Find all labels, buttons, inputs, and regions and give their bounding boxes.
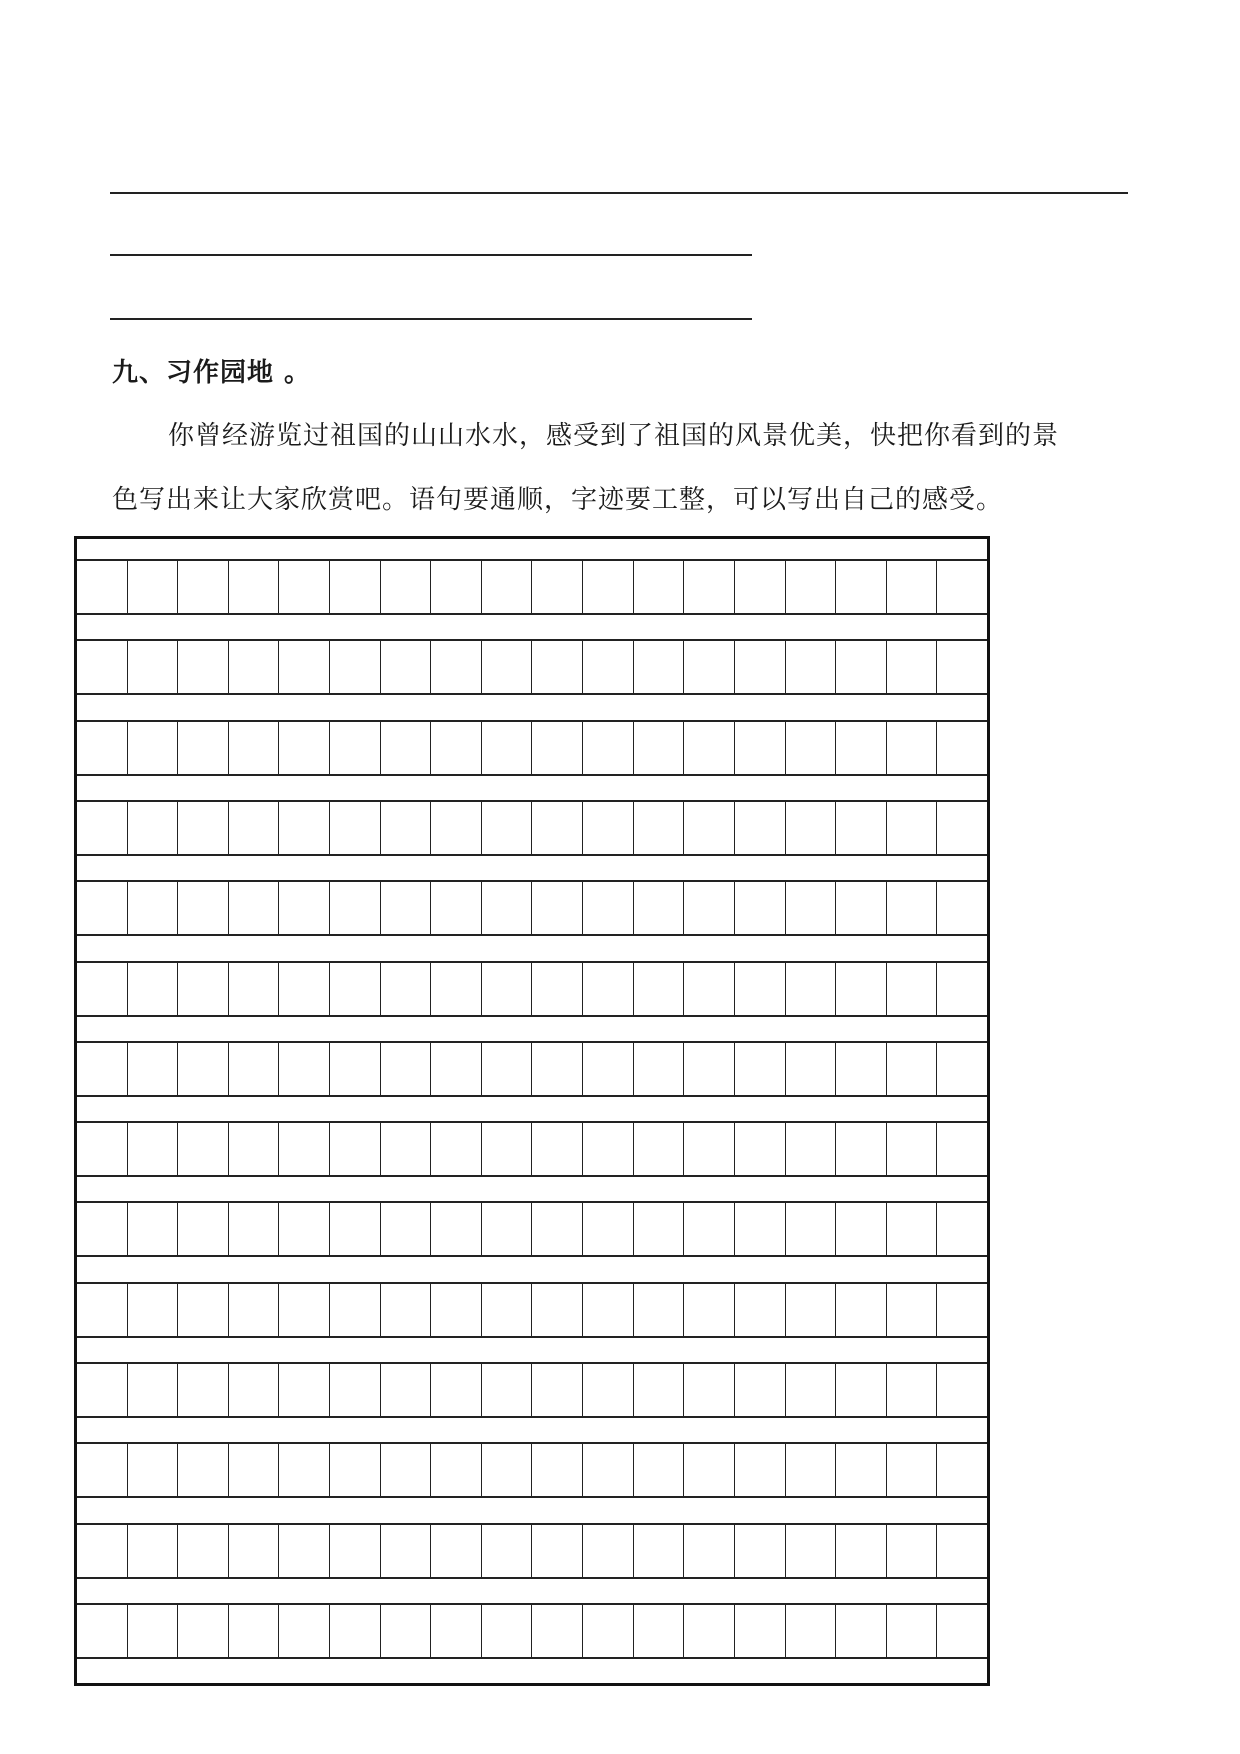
grid-cell[interactable] bbox=[481, 1525, 532, 1577]
grid-cell[interactable] bbox=[835, 963, 886, 1015]
grid-cell[interactable] bbox=[734, 1444, 785, 1496]
grid-cell[interactable] bbox=[278, 802, 329, 854]
prompt-line-2: 色写出来让大家欣赏吧。语句要通顺，字迹要工整，可以写出自己的感受。 bbox=[112, 485, 1004, 515]
answer-line-short-1[interactable] bbox=[110, 254, 752, 256]
grid-cell[interactable] bbox=[481, 722, 532, 774]
grid-cell[interactable] bbox=[734, 641, 785, 693]
grid-cell[interactable] bbox=[734, 722, 785, 774]
grid-cell[interactable] bbox=[228, 1043, 279, 1095]
grid-cell[interactable] bbox=[127, 561, 178, 613]
grid-cell[interactable] bbox=[77, 1525, 127, 1577]
grid-cell[interactable] bbox=[380, 1203, 431, 1255]
grid-cell[interactable] bbox=[936, 1123, 987, 1175]
grid-cell[interactable] bbox=[481, 882, 532, 934]
grid-cell[interactable] bbox=[582, 963, 633, 1015]
grid-cell[interactable] bbox=[430, 1525, 481, 1577]
grid-row bbox=[77, 1523, 987, 1579]
grid-cell[interactable] bbox=[582, 722, 633, 774]
grid-cell[interactable] bbox=[177, 1284, 228, 1336]
grid-cell[interactable] bbox=[683, 1203, 734, 1255]
grid-cell[interactable] bbox=[633, 722, 684, 774]
grid-row bbox=[77, 639, 987, 695]
grid-cell[interactable] bbox=[228, 561, 279, 613]
grid-cell[interactable] bbox=[77, 722, 127, 774]
grid-cell[interactable] bbox=[633, 641, 684, 693]
grid-cell[interactable] bbox=[835, 882, 886, 934]
grid-cell[interactable] bbox=[481, 641, 532, 693]
grid-cell[interactable] bbox=[481, 561, 532, 613]
grid-cell[interactable] bbox=[278, 1123, 329, 1175]
grid-cell[interactable] bbox=[886, 1284, 937, 1336]
grid-cell[interactable] bbox=[127, 1284, 178, 1336]
grid-cell[interactable] bbox=[430, 1043, 481, 1095]
grid-cell[interactable] bbox=[228, 1364, 279, 1416]
grid-cell[interactable] bbox=[835, 1284, 886, 1336]
grid-cell[interactable] bbox=[481, 1043, 532, 1095]
grid-cell[interactable] bbox=[582, 1043, 633, 1095]
grid-cell[interactable] bbox=[380, 722, 431, 774]
grid-row bbox=[77, 1282, 987, 1338]
grid-cell[interactable] bbox=[481, 963, 532, 1015]
grid-cell[interactable] bbox=[481, 1444, 532, 1496]
grid-cell[interactable] bbox=[430, 1203, 481, 1255]
grid-cell[interactable] bbox=[785, 1203, 836, 1255]
grid-cell[interactable] bbox=[329, 1525, 380, 1577]
grid-cell[interactable] bbox=[228, 1444, 279, 1496]
grid-cell[interactable] bbox=[633, 561, 684, 613]
grid-cell[interactable] bbox=[886, 561, 937, 613]
grid-cell[interactable] bbox=[177, 882, 228, 934]
grid-cell[interactable] bbox=[380, 1444, 431, 1496]
grid-cell[interactable] bbox=[531, 561, 582, 613]
grid-cell[interactable] bbox=[177, 1043, 228, 1095]
grid-cell[interactable] bbox=[77, 1364, 127, 1416]
grid-cell[interactable] bbox=[582, 1525, 633, 1577]
grid-cell[interactable] bbox=[380, 1123, 431, 1175]
grid-cell[interactable] bbox=[936, 1203, 987, 1255]
grid-cell[interactable] bbox=[734, 1043, 785, 1095]
grid-cell[interactable] bbox=[683, 1605, 734, 1657]
grid-cell[interactable] bbox=[329, 963, 380, 1015]
grid-cell[interactable] bbox=[481, 802, 532, 854]
grid-cell[interactable] bbox=[329, 1043, 380, 1095]
grid-cell[interactable] bbox=[127, 882, 178, 934]
grid-cell[interactable] bbox=[228, 1123, 279, 1175]
grid-cell[interactable] bbox=[127, 1043, 178, 1095]
grid-cell[interactable] bbox=[886, 1364, 937, 1416]
grid-cell[interactable] bbox=[835, 1364, 886, 1416]
grid-cell[interactable] bbox=[228, 722, 279, 774]
grid-cell[interactable] bbox=[886, 1605, 937, 1657]
grid-cell[interactable] bbox=[380, 963, 431, 1015]
grid-cell[interactable] bbox=[380, 1284, 431, 1336]
grid-cell[interactable] bbox=[936, 802, 987, 854]
grid-cell[interactable] bbox=[582, 1284, 633, 1336]
grid-cell[interactable] bbox=[380, 561, 431, 613]
grid-cell[interactable] bbox=[278, 1203, 329, 1255]
grid-bottom-rule bbox=[77, 1657, 987, 1659]
grid-cell[interactable] bbox=[785, 1605, 836, 1657]
grid-cell[interactable] bbox=[329, 1123, 380, 1175]
grid-cell[interactable] bbox=[127, 722, 178, 774]
grid-cell[interactable] bbox=[835, 1444, 886, 1496]
grid-cell[interactable] bbox=[430, 963, 481, 1015]
grid-cell[interactable] bbox=[633, 1123, 684, 1175]
grid-cell[interactable] bbox=[683, 561, 734, 613]
grid-cell[interactable] bbox=[228, 963, 279, 1015]
grid-cell[interactable] bbox=[835, 1043, 886, 1095]
grid-cell[interactable] bbox=[77, 1605, 127, 1657]
grid-row bbox=[77, 961, 987, 1017]
grid-cell[interactable] bbox=[228, 1525, 279, 1577]
grid-cell[interactable] bbox=[127, 1605, 178, 1657]
grid-cell[interactable] bbox=[886, 722, 937, 774]
grid-cell[interactable] bbox=[785, 722, 836, 774]
grid-cell[interactable] bbox=[177, 561, 228, 613]
grid-cell[interactable] bbox=[329, 641, 380, 693]
grid-cell[interactable] bbox=[734, 1123, 785, 1175]
grid-cell[interactable] bbox=[785, 561, 836, 613]
grid-cell[interactable] bbox=[430, 722, 481, 774]
grid-cell[interactable] bbox=[835, 802, 886, 854]
grid-cell[interactable] bbox=[683, 963, 734, 1015]
answer-line-full[interactable] bbox=[110, 192, 1128, 194]
grid-cell[interactable] bbox=[683, 1043, 734, 1095]
grid-cell[interactable] bbox=[127, 641, 178, 693]
grid-cell[interactable] bbox=[329, 1203, 380, 1255]
grid-cell[interactable] bbox=[936, 963, 987, 1015]
grid-cell[interactable] bbox=[633, 1203, 684, 1255]
grid-row bbox=[77, 1442, 987, 1498]
grid-cell[interactable] bbox=[278, 1525, 329, 1577]
grid-cell[interactable] bbox=[582, 641, 633, 693]
grid-cell[interactable] bbox=[683, 1525, 734, 1577]
grid-cell[interactable] bbox=[531, 1043, 582, 1095]
grid-cell[interactable] bbox=[77, 882, 127, 934]
grid-cell[interactable] bbox=[329, 722, 380, 774]
grid-cell[interactable] bbox=[734, 1605, 785, 1657]
grid-cell[interactable] bbox=[936, 1284, 987, 1336]
grid-cell[interactable] bbox=[582, 1364, 633, 1416]
section-title: 九、习作园地 。 bbox=[112, 358, 312, 388]
grid-cell[interactable] bbox=[734, 802, 785, 854]
grid-cell[interactable] bbox=[886, 963, 937, 1015]
grid-cell[interactable] bbox=[481, 1605, 532, 1657]
grid-cell[interactable] bbox=[127, 963, 178, 1015]
grid-cell[interactable] bbox=[430, 561, 481, 613]
grid-cell[interactable] bbox=[278, 1284, 329, 1336]
grid-cell[interactable] bbox=[785, 802, 836, 854]
grid-cell[interactable] bbox=[936, 1444, 987, 1496]
grid-cell[interactable] bbox=[835, 1123, 886, 1175]
grid-cell[interactable] bbox=[886, 1043, 937, 1095]
grid-cell[interactable] bbox=[329, 1364, 380, 1416]
grid-cell[interactable] bbox=[329, 1605, 380, 1657]
grid-cell[interactable] bbox=[127, 1364, 178, 1416]
grid-cell[interactable] bbox=[77, 641, 127, 693]
grid-row bbox=[77, 880, 987, 936]
grid-cell[interactable] bbox=[531, 1525, 582, 1577]
grid-cell[interactable] bbox=[936, 722, 987, 774]
grid-cell[interactable] bbox=[380, 1525, 431, 1577]
grid-cell[interactable] bbox=[127, 1203, 178, 1255]
grid-cell[interactable] bbox=[177, 1364, 228, 1416]
grid-cell[interactable] bbox=[481, 1203, 532, 1255]
grid-cell[interactable] bbox=[228, 882, 279, 934]
grid-cell[interactable] bbox=[430, 802, 481, 854]
grid-cell[interactable] bbox=[785, 1444, 836, 1496]
grid-cell[interactable] bbox=[531, 1203, 582, 1255]
grid-cell[interactable] bbox=[177, 963, 228, 1015]
prompt-line-1: 你曾经游览过祖国的山山水水，感受到了祖国的风景优美，快把你看到的景 bbox=[168, 421, 1060, 451]
grid-cell[interactable] bbox=[127, 1123, 178, 1175]
grid-cell[interactable] bbox=[835, 1203, 886, 1255]
grid-cell[interactable] bbox=[177, 1444, 228, 1496]
grid-cell[interactable] bbox=[633, 1364, 684, 1416]
grid-cell[interactable] bbox=[683, 802, 734, 854]
grid-cell[interactable] bbox=[936, 1364, 987, 1416]
grid-cell[interactable] bbox=[380, 1605, 431, 1657]
grid-cell[interactable] bbox=[683, 722, 734, 774]
grid-row bbox=[77, 1041, 987, 1097]
grid-cell[interactable] bbox=[228, 1284, 279, 1336]
grid-cell[interactable] bbox=[936, 882, 987, 934]
grid-cell[interactable] bbox=[329, 561, 380, 613]
grid-cell[interactable] bbox=[430, 1123, 481, 1175]
grid-cell[interactable] bbox=[582, 1605, 633, 1657]
grid-cell[interactable] bbox=[531, 1605, 582, 1657]
grid-cell[interactable] bbox=[278, 1364, 329, 1416]
grid-cell[interactable] bbox=[77, 802, 127, 854]
grid-cell[interactable] bbox=[177, 1123, 228, 1175]
grid-cell[interactable] bbox=[633, 1605, 684, 1657]
grid-cell[interactable] bbox=[683, 1284, 734, 1336]
grid-cell[interactable] bbox=[785, 641, 836, 693]
grid-cell[interactable] bbox=[278, 882, 329, 934]
grid-cell[interactable] bbox=[278, 1605, 329, 1657]
grid-cell[interactable] bbox=[430, 1284, 481, 1336]
grid-cell[interactable] bbox=[835, 1525, 886, 1577]
grid-cell[interactable] bbox=[77, 1284, 127, 1336]
grid-cell[interactable] bbox=[380, 802, 431, 854]
grid-row bbox=[77, 1201, 987, 1257]
grid-cell[interactable] bbox=[531, 963, 582, 1015]
grid-cell[interactable] bbox=[785, 1525, 836, 1577]
grid-cell[interactable] bbox=[430, 1444, 481, 1496]
grid-cell[interactable] bbox=[886, 1123, 937, 1175]
grid-cell[interactable] bbox=[582, 561, 633, 613]
grid-cell[interactable] bbox=[785, 1364, 836, 1416]
grid-cell[interactable] bbox=[177, 802, 228, 854]
grid-row bbox=[77, 1603, 987, 1659]
grid-cell[interactable] bbox=[531, 1284, 582, 1336]
grid-cell[interactable] bbox=[228, 1605, 279, 1657]
grid-cell[interactable] bbox=[633, 1525, 684, 1577]
grid-cell[interactable] bbox=[228, 641, 279, 693]
grid-cell[interactable] bbox=[734, 1525, 785, 1577]
grid-cell[interactable] bbox=[683, 1364, 734, 1416]
grid-cell[interactable] bbox=[582, 1444, 633, 1496]
grid-cell[interactable] bbox=[278, 722, 329, 774]
grid-cell[interactable] bbox=[835, 1605, 886, 1657]
grid-cell[interactable] bbox=[481, 1123, 532, 1175]
grid-cell[interactable] bbox=[430, 1605, 481, 1657]
grid-cell[interactable] bbox=[127, 1444, 178, 1496]
grid-cell[interactable] bbox=[77, 561, 127, 613]
grid-cell[interactable] bbox=[734, 963, 785, 1015]
grid-cell[interactable] bbox=[380, 641, 431, 693]
grid-cell[interactable] bbox=[886, 1525, 937, 1577]
grid-cell[interactable] bbox=[77, 963, 127, 1015]
grid-cell[interactable] bbox=[734, 561, 785, 613]
grid-cell[interactable] bbox=[734, 882, 785, 934]
grid-cell[interactable] bbox=[936, 561, 987, 613]
grid-cell[interactable] bbox=[177, 1203, 228, 1255]
grid-cell[interactable] bbox=[380, 1364, 431, 1416]
grid-cell[interactable] bbox=[278, 1444, 329, 1496]
grid-cell[interactable] bbox=[329, 882, 380, 934]
grid-cell[interactable] bbox=[380, 1043, 431, 1095]
grid-cell[interactable] bbox=[127, 802, 178, 854]
grid-cell[interactable] bbox=[734, 1364, 785, 1416]
grid-cell[interactable] bbox=[531, 802, 582, 854]
grid-cell[interactable] bbox=[481, 1284, 532, 1336]
grid-cell[interactable] bbox=[77, 1043, 127, 1095]
grid-cell[interactable] bbox=[886, 1444, 937, 1496]
grid-cell[interactable] bbox=[785, 963, 836, 1015]
grid-cell[interactable] bbox=[329, 1284, 380, 1336]
grid-cell[interactable] bbox=[936, 641, 987, 693]
grid-cell[interactable] bbox=[531, 1364, 582, 1416]
grid-cell[interactable] bbox=[380, 882, 431, 934]
grid-cell[interactable] bbox=[531, 1123, 582, 1175]
grid-cell[interactable] bbox=[177, 1525, 228, 1577]
grid-cell[interactable] bbox=[785, 1043, 836, 1095]
grid-cell[interactable] bbox=[936, 1605, 987, 1657]
grid-row bbox=[77, 720, 987, 776]
grid-cell[interactable] bbox=[785, 1123, 836, 1175]
grid-cell[interactable] bbox=[177, 1605, 228, 1657]
grid-cell[interactable] bbox=[77, 1444, 127, 1496]
grid-cell[interactable] bbox=[329, 802, 380, 854]
grid-cell[interactable] bbox=[835, 641, 886, 693]
grid-row bbox=[77, 559, 987, 615]
grid-cell[interactable] bbox=[582, 882, 633, 934]
grid-cell[interactable] bbox=[785, 1284, 836, 1336]
grid-cell[interactable] bbox=[430, 1364, 481, 1416]
grid-cell[interactable] bbox=[531, 722, 582, 774]
grid-cell[interactable] bbox=[77, 1123, 127, 1175]
grid-cell[interactable] bbox=[835, 722, 886, 774]
grid-cell[interactable] bbox=[633, 802, 684, 854]
grid-cell[interactable] bbox=[683, 882, 734, 934]
grid-cell[interactable] bbox=[177, 722, 228, 774]
grid-cell[interactable] bbox=[936, 1043, 987, 1095]
grid-row bbox=[77, 800, 987, 856]
grid-cell[interactable] bbox=[683, 1444, 734, 1496]
grid-cell[interactable] bbox=[734, 1284, 785, 1336]
grid-cell[interactable] bbox=[77, 1203, 127, 1255]
grid-cell[interactable] bbox=[835, 561, 886, 613]
grid-cell[interactable] bbox=[582, 802, 633, 854]
grid-cell[interactable] bbox=[633, 1284, 684, 1336]
grid-row bbox=[77, 1362, 987, 1418]
grid-cell[interactable] bbox=[886, 882, 937, 934]
grid-cell[interactable] bbox=[886, 641, 937, 693]
grid-cell[interactable] bbox=[278, 561, 329, 613]
grid-cell[interactable] bbox=[633, 882, 684, 934]
grid-cell[interactable] bbox=[936, 1525, 987, 1577]
grid-cell[interactable] bbox=[430, 882, 481, 934]
grid-cell[interactable] bbox=[329, 1444, 380, 1496]
grid-cell[interactable] bbox=[481, 1364, 532, 1416]
grid-cell[interactable] bbox=[886, 802, 937, 854]
grid-cell[interactable] bbox=[531, 641, 582, 693]
grid-cell[interactable] bbox=[683, 1123, 734, 1175]
grid-cell[interactable] bbox=[531, 882, 582, 934]
writing-grid[interactable] bbox=[74, 536, 990, 1686]
grid-cell[interactable] bbox=[582, 1203, 633, 1255]
grid-cell[interactable] bbox=[633, 1043, 684, 1095]
grid-cell[interactable] bbox=[228, 1203, 279, 1255]
grid-cell[interactable] bbox=[278, 641, 329, 693]
grid-cell[interactable] bbox=[582, 1123, 633, 1175]
grid-cell[interactable] bbox=[177, 641, 228, 693]
grid-row bbox=[77, 1121, 987, 1177]
grid-cell[interactable] bbox=[633, 1444, 684, 1496]
grid-cell[interactable] bbox=[886, 1203, 937, 1255]
grid-cell[interactable] bbox=[278, 1043, 329, 1095]
answer-line-short-2[interactable] bbox=[110, 318, 752, 320]
grid-cell[interactable] bbox=[127, 1525, 178, 1577]
grid-cell[interactable] bbox=[785, 882, 836, 934]
grid-cell[interactable] bbox=[278, 963, 329, 1015]
grid-cell[interactable] bbox=[683, 641, 734, 693]
grid-cell[interactable] bbox=[734, 1203, 785, 1255]
grid-cell[interactable] bbox=[531, 1444, 582, 1496]
grid-cell[interactable] bbox=[633, 963, 684, 1015]
grid-cell[interactable] bbox=[430, 641, 481, 693]
grid-cell[interactable] bbox=[228, 802, 279, 854]
